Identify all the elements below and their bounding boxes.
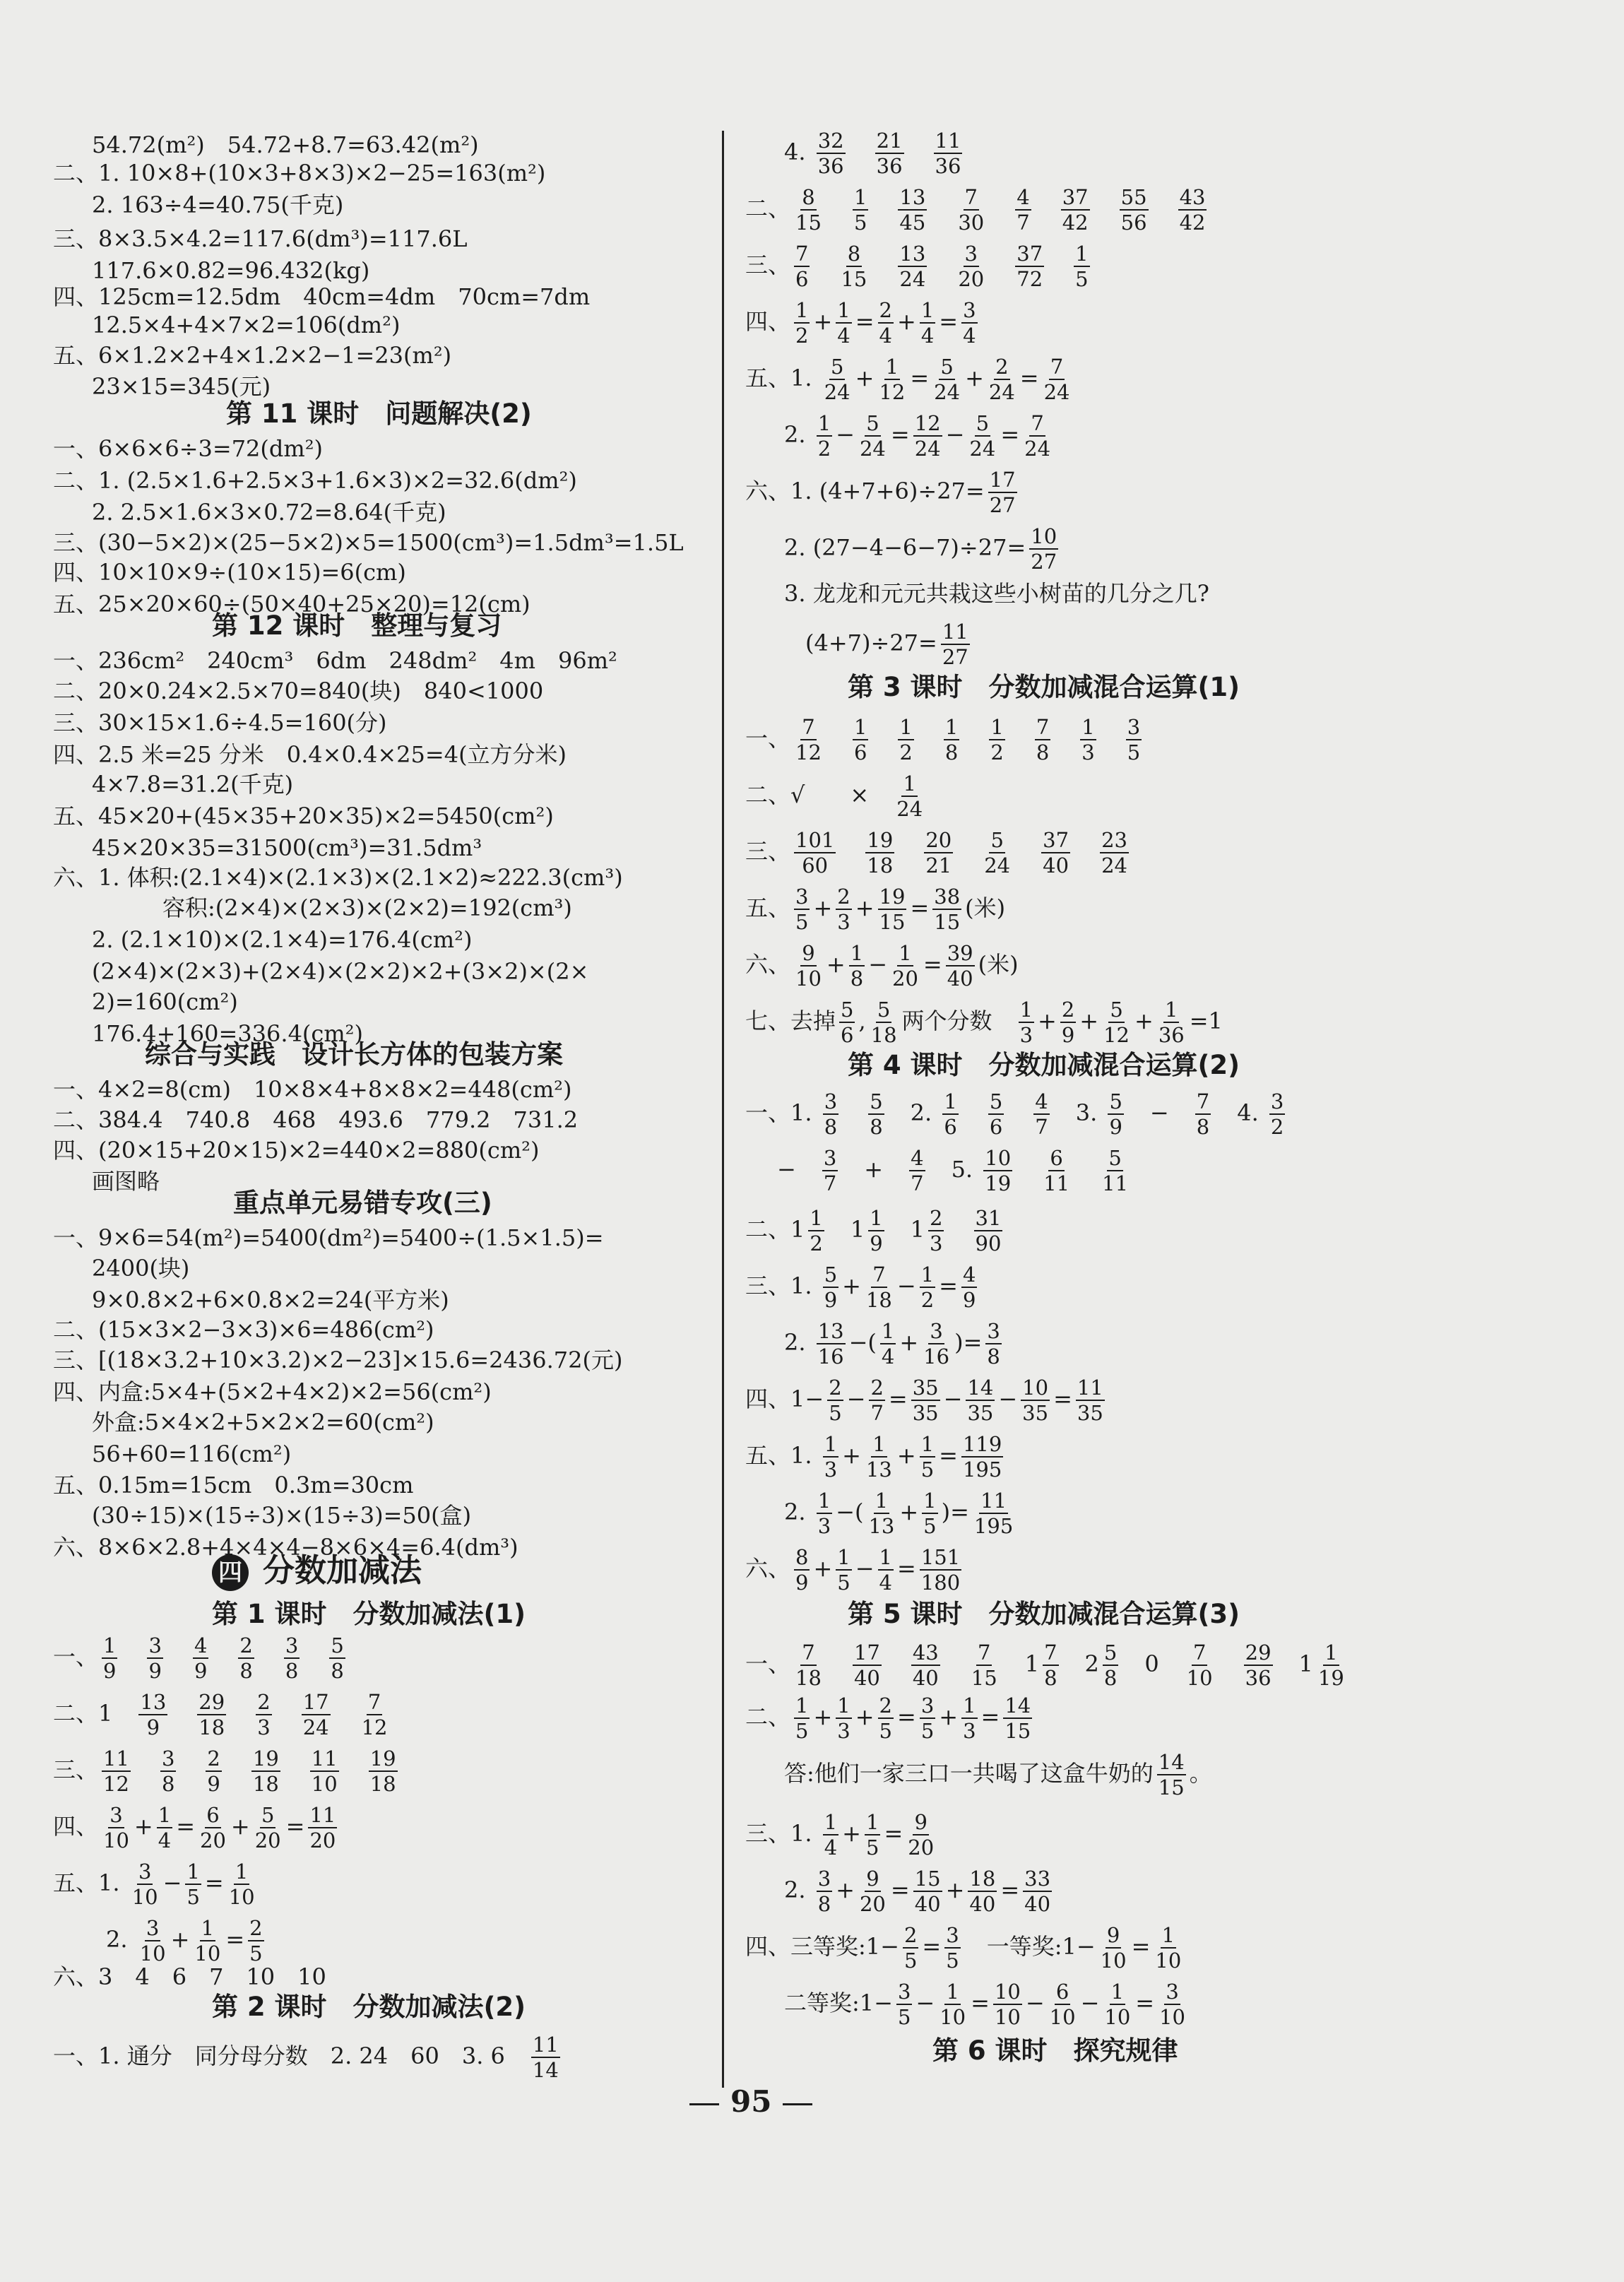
answer-line: 56+60=116(cm²) xyxy=(92,1441,292,1467)
answer-line: (2×4)×(2×3)+(2×4)×(2×2)×2+(3×2)×(2× xyxy=(92,958,589,985)
l2-q6-3: 3. 龙龙和元元共栽这些小树苗的几分之几? xyxy=(784,580,1209,607)
l4-q3-1: 三、1. $\frac{5}{9}$ + $\frac{7}{18}$ − $\frac{1}{2}$ = $\frac{4}{9}$ xyxy=(745,1263,976,1312)
answer-line: 四、2.5 米=25 分米 0.4×0.4×25=4(立方分米) xyxy=(53,741,567,768)
l4-q2: 二、1 $\frac{1}{2}$ 1 $\frac{1}{9}$ 1 $\frac{2}{3}$ $\frac{31}{90}$ xyxy=(745,1206,1002,1255)
answer-line: 2. 163÷4=40.75(千克) xyxy=(92,191,344,218)
l2-q6-3-ans: (4+7)÷27= $\frac{11}{27}$ xyxy=(805,620,968,669)
l2-q5-1: 五、1. $\frac{5}{24}$ + $\frac{1}{12}$ = $\frac{5}{24}$ + $\frac{2}{24}$ = $\frac{7}{24}$ xyxy=(745,355,1070,404)
l2-q4b: 四、 $\frac{1}{2}$ + $\frac{1}{4}$ = $\frac{2}{4}$ + $\frac{1}{4}$ = $\frac{3}{4}$ xyxy=(745,298,976,348)
l1-q3: 三、 $\frac{11}{12}$ $\frac{3}{8}$ $\frac{2}{9}$ $\frac{19}{18}$ $\frac{11}{10}$ $\frac{19}{18}$ xyxy=(53,1746,396,1796)
answer-line: 54.72(m²) 54.72+8.7=63.42(m²) xyxy=(92,131,479,158)
answer-line: 二、384.4 740.8 468 493.6 779.2 731.2 xyxy=(53,1106,579,1133)
answer-line: 二、1. (2.5×1.6+2.5×3+1.6×3)×2=32.6(dm²) xyxy=(53,467,577,494)
l5-q4-a: 四、三等奖:1− $\frac{2}{5}$ = $\frac{3}{5}$ 一等奖:1− $\frac{9}{10}$ = $\frac{1}{10}$ xyxy=(745,1923,1182,1973)
answer-line: 一、9×6=54(m²)=5400(dm²)=5400÷(1.5×1.5)= xyxy=(53,1224,604,1251)
l5-q1: 一、 $\frac{7}{18}$ $\frac{17}{40}$ $\frac{43}{40}$ $\frac{7}{15}$ 1 $\frac{7}{8}$ 2 $\frac{5}{8}$ 0 $\frac{7}{10}$ $\frac{29}{36}$ 1 $\frac{1}{19}$ xyxy=(745,1640,1344,1690)
answer-line: 12.5×4+4×7×2=106(dm²) xyxy=(92,312,401,338)
l1-q5-1: 五、1. $\frac{3}{10}$ − $\frac{1}{5}$ = $\frac{1}{10}$ xyxy=(53,1860,255,1909)
lesson-5-heading: 第 5 课时 分数加减混合运算(3) xyxy=(848,1599,1240,1629)
l4-q3-2: 2. $\frac{13}{16}$ −( $\frac{1}{4}$ + $\frac{3}{16}$ )= $\frac{3}{8}$ xyxy=(784,1319,1000,1368)
l4-q4: 四、1− $\frac{2}{5}$ − $\frac{2}{7}$ = $\frac{35}{35}$ − $\frac{14}{35}$ − $\frac{10}{35}$ = $\frac{11}{35}$ xyxy=(745,1376,1103,1425)
l2-q4: 4. $\frac{32}{36}$ $\frac{21}{36}$ $\frac{11}{36}$ xyxy=(784,129,961,178)
answer-line: 23×15=345(元) xyxy=(92,373,271,400)
l3-q7: 七、去掉 $\frac{5}{6}$ , $\frac{5}{18}$ 两个分数 $\frac{1}{3}$ + $\frac{2}{9}$ + $\frac{5}{12}$ + $\frac{1}{36}$ =1 xyxy=(745,998,1223,1047)
answer-line: 176.4+160=336.4(cm²) xyxy=(92,1020,363,1047)
answer-line: 容积:(2×4)×(2×3)×(2×2)=192(cm³) xyxy=(162,894,572,921)
answer-line: 9×0.8×2+6×0.8×2=24(平方米) xyxy=(92,1287,449,1313)
lesson-1-heading: 第 1 课时 分数加减法(1) xyxy=(212,1599,526,1629)
l3-q6: 六、 $\frac{9}{10}$ + $\frac{1}{8}$ − $\frac{1}{20}$ = $\frac{39}{40}$ (米) xyxy=(745,941,1019,991)
answer-line: 四、内盒:5×4+(5×2+4×2)×2=56(cm²) xyxy=(53,1378,492,1405)
answer-line: 四、(20×15+20×15)×2=440×2=880(cm²) xyxy=(53,1137,540,1164)
l1-q4: 四、 $\frac{3}{10}$ + $\frac{1}{4}$ = $\frac{6}{20}$ + $\frac{5}{20}$ = $\frac{11}{20}$ xyxy=(53,1803,336,1852)
answer-line: 四、10×10×9÷(10×15)=6(cm) xyxy=(53,559,406,586)
answer-line: (30÷15)×(15÷3)×(15÷3)=50(盒) xyxy=(92,1502,472,1529)
l5-q4-b: 二等奖:1− $\frac{3}{5}$ − $\frac{1}{10}$ = $\frac{10}{10}$ − $\frac{6}{10}$ − $\frac{1}{10}$ = $\frac{3}{10}$ xyxy=(784,1980,1186,2029)
answer-line: 二、20×0.24×2.5×70=840(块) 840<1000 xyxy=(53,678,544,704)
answer-line: 2400(块) xyxy=(92,1255,190,1282)
answer-line: 五、0.15m=15cm 0.3m=30cm xyxy=(53,1472,414,1498)
section-heading: 重点单元易错专攻(三) xyxy=(233,1188,492,1218)
l2-q2: 二、 $\frac{8}{15}$ $\frac{1}{5}$ $\frac{13}{45}$ $\frac{7}{30}$ $\frac{4}{7}$ $\frac{37}{42}$ $\frac{55}{56}$ $\frac{43}{42}$ xyxy=(745,185,1206,235)
l2-q1: 一、1. 通分 同分母分数 2. 24 60 3. 6 $\frac{11}{14}$ xyxy=(53,2033,559,2082)
l5-q2: 二、 $\frac{1}{5}$ + $\frac{1}{3}$ + $\frac{2}{5}$ = $\frac{3}{5}$ + $\frac{1}{3}$ = $\frac{14}{15}$ xyxy=(745,1693,1031,1743)
lesson-2-heading: 第 2 课时 分数加减法(2) xyxy=(212,1992,526,2022)
l4-q5-2: 2. $\frac{1}{3}$ −( $\frac{1}{13}$ + $\frac{1}{5}$ )= $\frac{11}{195}$ xyxy=(784,1489,1014,1538)
answer-line: 一、4×2=8(cm) 10×8×4+8×8×2=448(cm²) xyxy=(53,1076,572,1103)
l1-q1: 一、 $\frac{1}{9}$ $\frac{3}{9}$ $\frac{4}{9}$ $\frac{2}{8}$ $\frac{3}{8}$ $\frac{5}{8}$ xyxy=(53,1633,344,1683)
column-divider xyxy=(722,131,724,2088)
answer-line: 三、[(18×3.2+10×3.2)×2−23]×15.6=2436.72(元) xyxy=(53,1347,623,1373)
answer-line: 三、8×3.5×4.2=117.6(dm³)=117.6L xyxy=(53,225,468,252)
lesson-6-heading: 第 6 课时 探究规律 xyxy=(932,2035,1178,2066)
l3-q5: 五、 $\frac{3}{5}$ + $\frac{2}{3}$ + $\frac{19}{15}$ = $\frac{38}{15}$ (米) xyxy=(745,885,1006,934)
l4-q6: 六、 $\frac{8}{9}$ + $\frac{1}{5}$ − $\frac{1}{4}$ = $\frac{151}{180}$ xyxy=(745,1545,961,1595)
answer-line: 一、6×6×6÷3=72(dm²) xyxy=(53,435,324,462)
l2-q6-1: 六、1. (4+7+6)÷27= $\frac{17}{27}$ xyxy=(745,468,1016,517)
l5-q2-answer: 答:他们一家三口一共喝了这盒牛奶的 $\frac{14}{15}$ 。 xyxy=(784,1750,1212,1799)
answer-line: 五、6×1.2×2+4×1.2×2−1=23(m²) xyxy=(53,342,452,369)
l3-q2: 二、√ × $\frac{1}{24}$ xyxy=(745,771,923,821)
answer-line: 二、(15×3×2−3×3)×6=486(cm²) xyxy=(53,1316,434,1343)
answer-line: 二、1. 10×8+(10×3+8×3)×2−25=163(m²) xyxy=(53,160,546,187)
answer-line: 45×20×35=31500(cm³)=31.5dm³ xyxy=(92,834,482,861)
page-number: 95 xyxy=(678,2084,824,2119)
answer-line: 画图略 xyxy=(92,1168,160,1195)
answer-line: 三、30×15×1.6÷4.5=160(分) xyxy=(53,709,387,736)
l3-q1: 一、 $\frac{7}{12}$ $\frac{1}{6}$ $\frac{1}{2}$ $\frac{1}{8}$ $\frac{1}{2}$ $\frac{7}{8}$ $\frac{1}{3}$ $\frac{3}{5}$ xyxy=(745,715,1141,764)
l1-q2: 二、1 $\frac{13}{9}$ $\frac{29}{18}$ $\frac{2}{3}$ $\frac{17}{24}$ $\frac{7}{12}$ xyxy=(53,1690,388,1739)
answer-line: 117.6×0.82=96.432(kg) xyxy=(92,257,370,284)
lesson-3-heading: 第 3 课时 分数加减混合运算(1) xyxy=(848,672,1240,702)
answer-line: 五、45×20+(45×35+20×35)×2=5450(cm²) xyxy=(53,803,554,829)
answer-line: 六、1. 体积:(2.1×4)×(2.1×3)×(2.1×2)≈222.3(cm³) xyxy=(53,864,623,891)
l3-q3: 三、 $\frac{101}{60}$ $\frac{19}{18}$ $\frac{20}{21}$ $\frac{5}{24}$ $\frac{37}{40}$ $\frac{23}{24}$ xyxy=(745,828,1127,877)
section-heading: 第 12 课时 整理与复习 xyxy=(212,610,502,641)
l2-q6-2: 2. (27−4−6−7)÷27= $\frac{10}{27}$ xyxy=(784,524,1057,574)
answer-line: 2. 2.5×1.6×3×0.72=8.64(千克) xyxy=(92,499,446,526)
l4-q1a: 一、1. $\frac{3}{8}$ $\frac{5}{8}$ 2. $\frac{1}{6}$ $\frac{5}{6}$ $\frac{4}{7}$ 3. $\frac{5}{9}$ − $\frac{7}{8}$ 4. $\frac{3}{2}$ xyxy=(745,1089,1284,1139)
l1-q6: 六、3 4 6 7 10 10 xyxy=(53,1963,326,1990)
answer-line: 三、(30−5×2)×(25−5×2)×5=1500(cm³)=1.5dm³=1.5L xyxy=(53,529,684,556)
answer-line: 4×7.8=31.2(千克) xyxy=(92,771,294,798)
answer-line: 五、25×20×60÷(50×40+25×20)=12(cm) xyxy=(53,591,531,617)
answer-line: 一、236cm² 240cm³ 6dm 248dm² 4m 96m² xyxy=(53,647,617,674)
section-heading: 第 11 课时 问题解决(2) xyxy=(226,398,532,429)
answer-line: 四、125cm=12.5dm 40cm=4dm 70cm=7dm xyxy=(53,283,591,310)
answer-line: 2)=160(cm²) xyxy=(92,988,238,1015)
unit-title: 分数加减法 xyxy=(263,1551,422,1589)
answer-line: 六、8×6×2.8+4×4×4−8×6×4=6.4(dm³) xyxy=(53,1534,518,1561)
answer-line: 2. (2.1×10)×(2.1×4)=176.4(cm²) xyxy=(92,926,473,953)
l2-q3: 三、 $\frac{7}{6}$ $\frac{8}{15}$ $\frac{13}{24}$ $\frac{3}{20}$ $\frac{37}{72}$ $\frac{1}{5}$ xyxy=(745,242,1089,291)
section-heading: 综合与实践 设计长方体的包装方案 xyxy=(145,1039,563,1070)
l4-q1b: − $\frac{3}{7}$ + $\frac{4}{7}$ 5. $\frac{10}{19}$ $\frac{6}{11}$ $\frac{5}{11}$ xyxy=(777,1146,1129,1195)
unit-badge: 四 xyxy=(212,1554,249,1591)
answer-line: 外盒:5×4×2+5×2×2=60(cm²) xyxy=(92,1409,434,1436)
l2-q5-2: 2. $\frac{1}{2}$ − $\frac{5}{24}$ = $\frac{12}{24}$ − $\frac{5}{24}$ = $\frac{7}{24}$ xyxy=(784,411,1051,461)
l4-q5-1: 五、1. $\frac{1}{3}$ + $\frac{1}{13}$ + $\frac{1}{5}$ = $\frac{119}{195}$ xyxy=(745,1432,1002,1482)
l5-q3-1: 三、1. $\frac{1}{4}$ + $\frac{1}{5}$ = $\frac{9}{20}$ xyxy=(745,1810,935,1860)
l5-q3-2: 2. $\frac{3}{8}$ + $\frac{9}{20}$ = $\frac{15}{40}$ + $\frac{18}{40}$ = $\frac{33}{40}$ xyxy=(784,1867,1051,1916)
l1-q5-2: 2. $\frac{3}{10}$ + $\frac{1}{10}$ = $\frac{2}{5}$ xyxy=(106,1916,263,1965)
lesson-4-heading: 第 4 课时 分数加减混合运算(2) xyxy=(848,1050,1240,1080)
